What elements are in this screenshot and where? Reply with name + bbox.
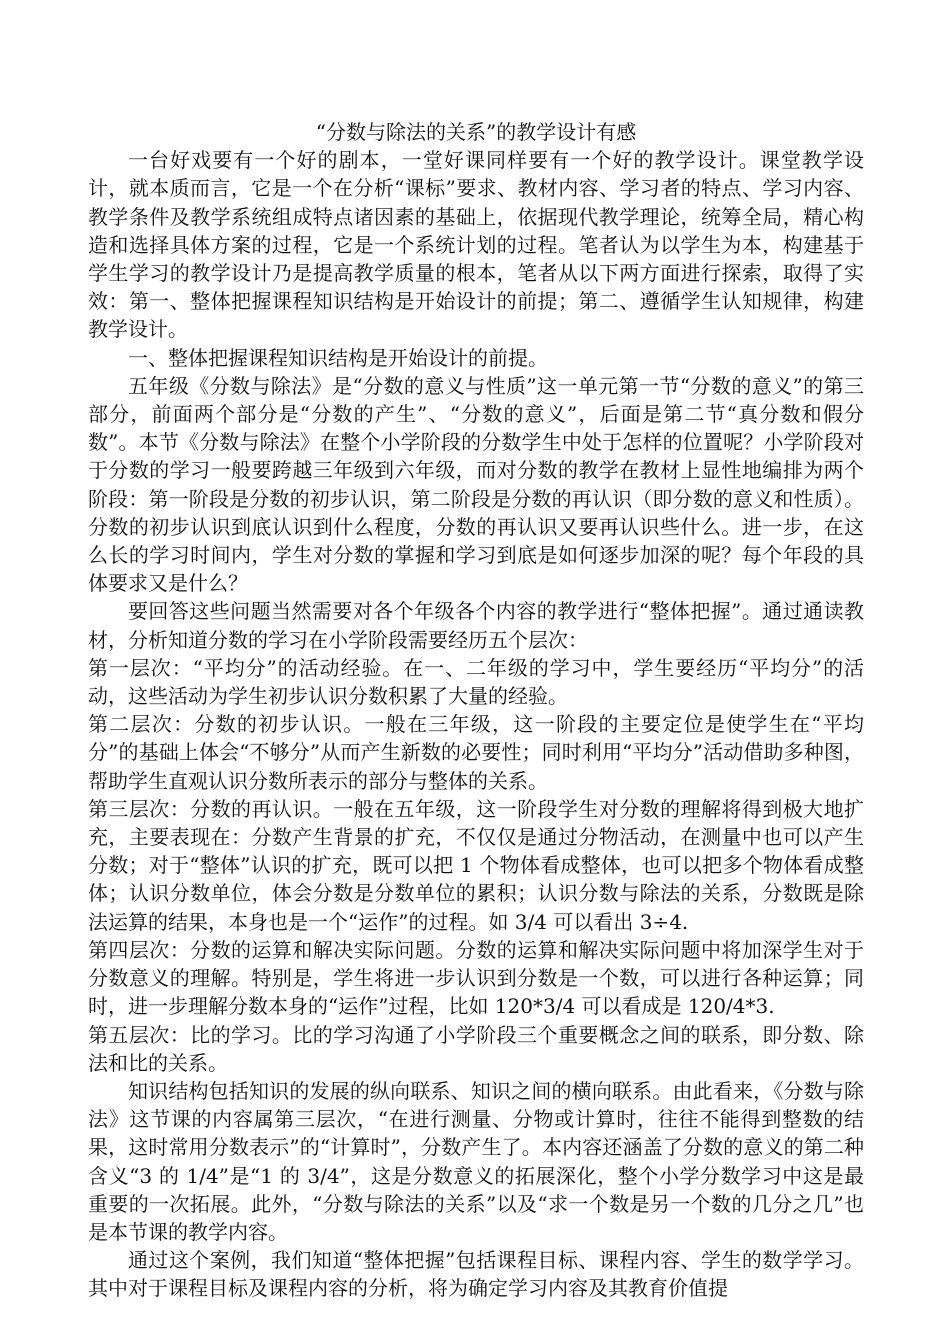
level-5-paragraph: 第五层次：比的学习。比的学习沟通了小学阶段三个重要概念之间的联系，即分数、除法和比的关系。	[88, 1022, 864, 1075]
document-page	[88, 118, 864, 1303]
body-paragraph: 通过这个案例，我们知道“整体把握”包括课程目标、课程内容、学生的数学学习。其中对于课程目标及课程内容的分析，将为确定学习内容及其教育价值提	[88, 1248, 864, 1301]
body-paragraph: 知识结构包括知识的发展的纵向联系、知识之间的横向联系。由此看来，《分数与除法》这节课的内容属第三层次，“在进行测量、分物或计算时，往往不能得到整数的结果，这时常用分数表示”的“计算时”，分数产生了。本内容还涵盖了分数的意义的第二种含义“3 的 1/4”是“1 的 3/4”，这是分数意义的拓展深化，整个小学分数学习中这是最重要的一次拓展。此外，“分数与除法的关系”以及“求一个数是另一个数的几分之几”也是本节课的教学内容。	[88, 1078, 864, 1244]
level-1-paragraph: 第一层次：“平均分”的活动经验。在一、二年级的学习中，学生要经历“平均分”的活动，这些活动为学生初步认识分数积累了大量的经验。	[88, 655, 864, 709]
section-heading-1: 一、整体把握课程知识结构是开始设计的前提。	[128, 345, 548, 370]
level-3-paragraph: 第三层次：分数的再认识。一般在五年级，这一阶段学生对分数的理解将得到极大地扩充，主要表现在：分数产生背景的扩充，不仅仅是通过分物活动，在测量中也可以产生分数；对于“整体”认识的扩充，既可以把 1 个物体看成整体，也可以把多个物体看成整体；认识分数单位，体会分数是分数单位的累积；认识分数与除法的关系，分数既是除法运算的结果，本身也是一个“运作”的过程。如 3/4 可以看出 3÷4.	[88, 796, 864, 934]
level-2-paragraph: 第二层次：分数的初步认识。一般在三年级，这一阶段的主要定位是使学生在“平均分”的基础上体会“不够分”从而产生新数的必要性；同时利用“平均分”活动借助多种图，帮助学生直观认识分数所表示的部分与整体的关系。	[88, 712, 864, 793]
body-paragraph: 要回答这些问题当然需要对各个年级各个内容的教学进行“整体把握”。通过通读教材，分析知道分数的学习在小学阶段需要经历五个层次：	[88, 599, 864, 652]
body-paragraph: 五年级《分数与除法》是“分数的意义与性质”这一单元第一节“分数的意义”的第三部分，前面两个部分是“分数的产生”、“分数的意义”，后面是第二节“真分数和假分数”。本节《分数与除法》在整个小学阶段的分数学生中处于怎样的位置呢？小学阶段对于分数的学习一般要跨越三年级到六年级，而对分数的教学在教材上显性地编排为两个阶段：第一阶段是分数的初步认识，第二阶段是分数的再认识（即分数的意义和性质）。分数的初步认识到底认识到什么程度，分数的再认识又要再认识些什么。进一步，在这么长的学习时间内，学生对分数的掌握和学习到底是如何逐步加深的呢？每个年段的具体要求又是什么？	[88, 373, 864, 596]
intro-paragraph: 一台好戏要有一个好的剧本，一堂好课同样要有一个好的教学设计。课堂教学设计，就本质而言，它是一个在分析“课标”要求、教材内容、学习者的特点、学习内容、教学条件及教学系统组成特点诸因素的基础上，依据现代教学理论，统筹全局，精心构造和选择具体方案的过程，它是一个系统计划的过程。笔者认为以学生为本，构建基于学生学习的教学设计乃是提高教学质量的根本，笔者从以下两方面进行探索，取得了实效：第一、整体把握课程知识结构是开始设计的前提；第二、遵循学生认知规律，构建教学设计。	[88, 148, 864, 342]
document-title: “分数与除法的关系”的教学设计有感	[315, 120, 637, 144]
level-4-paragraph: 第四层次：分数的运算和解决实际问题。分数的运算和解决实际问题中将加深学生对于分数意义的理解。特别是，学生将进一步认识到分数是一个数，可以进行各种运算；同时，进一步理解分数本身的“运作”过程，比如 120*3/4 可以看成是 120/4*3.	[88, 937, 864, 1019]
